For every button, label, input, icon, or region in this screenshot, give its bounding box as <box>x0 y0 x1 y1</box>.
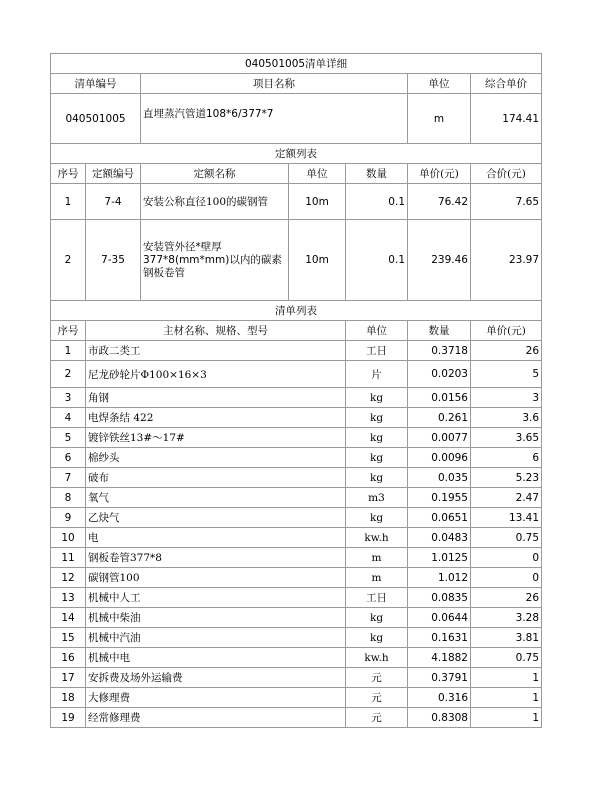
list-material-name: 机械中人工 <box>86 588 346 608</box>
list-index: 12 <box>51 568 86 588</box>
list-material-name: 市政二类工 <box>86 341 346 361</box>
list-unit: m <box>346 548 408 568</box>
list-material-name: 机械中电 <box>86 648 346 668</box>
list-row <box>51 688 542 708</box>
list-qty: 0.0835 <box>408 588 471 608</box>
list-unit-price: 1 <box>471 688 542 708</box>
list-material-name: 氧气 <box>86 488 346 508</box>
list-index: 15 <box>51 628 86 648</box>
list-material-name: 机械中汽油 <box>86 628 346 648</box>
list-unit: 工日 <box>346 588 408 608</box>
list-unit: kg <box>346 388 408 408</box>
name-header: 项目名称 <box>141 74 408 94</box>
list-qty: 0.035 <box>408 468 471 488</box>
list-col-index: 序号 <box>51 321 86 341</box>
list-row <box>51 508 542 528</box>
list-qty: 0.0096 <box>408 448 471 468</box>
list-material-name: 棉纱头 <box>86 448 346 468</box>
quota-qty: 0.1 <box>346 220 408 301</box>
list-unit-price: 26 <box>471 341 542 361</box>
list-unit-price: 3 <box>471 388 542 408</box>
list-index: 6 <box>51 448 86 468</box>
list-row <box>51 468 542 488</box>
list-unit: m3 <box>346 488 408 508</box>
list-index: 10 <box>51 528 86 548</box>
list-unit-price: 26 <box>471 588 542 608</box>
list-material-name: 钢板卷管377*8 <box>86 548 346 568</box>
list-unit: kg <box>346 508 408 528</box>
list-qty: 0.3791 <box>408 668 471 688</box>
quota-unit-price: 76.42 <box>408 184 471 220</box>
quota-row <box>51 220 542 301</box>
quota-unit: 10m <box>289 220 346 301</box>
quota-name: 安装公称直径100的碳钢管 <box>141 184 289 220</box>
table-body <box>51 54 542 728</box>
quota-col-unit-price: 单价(元) <box>408 164 471 184</box>
list-index: 9 <box>51 508 86 528</box>
list-qty: 0.0651 <box>408 508 471 528</box>
list-row <box>51 588 542 608</box>
item-price: 174.41 <box>471 94 542 144</box>
list-unit: 工日 <box>346 341 408 361</box>
list-index: 3 <box>51 388 86 408</box>
quota-section-title: 定额列表 <box>51 144 542 164</box>
quota-header-row <box>51 164 542 184</box>
list-material-name: 电焊条结 422 <box>86 408 346 428</box>
quota-col-total: 合价(元) <box>471 164 542 184</box>
list-qty: 0.3718 <box>408 341 471 361</box>
list-index: 17 <box>51 668 86 688</box>
list-material-name: 经常修理费 <box>86 708 346 728</box>
list-row <box>51 488 542 508</box>
list-unit: 元 <box>346 688 408 708</box>
code-header: 清单编号 <box>51 74 141 94</box>
list-unit-price: 0.75 <box>471 648 542 668</box>
list-section-title: 清单列表 <box>51 301 542 321</box>
list-qty: 0.316 <box>408 688 471 708</box>
list-row <box>51 428 542 448</box>
list-material-name: 安拆费及场外运输费 <box>86 668 346 688</box>
list-unit-price: 3.28 <box>471 608 542 628</box>
quota-index: 1 <box>51 184 86 220</box>
list-unit: 元 <box>346 668 408 688</box>
list-unit: kw.h <box>346 528 408 548</box>
item-name: 直埋蒸汽管道108*6/377*7 <box>141 94 408 144</box>
list-col-qty: 数量 <box>408 321 471 341</box>
list-qty: 1.012 <box>408 568 471 588</box>
list-unit-price: 5.23 <box>471 468 542 488</box>
list-unit: kg <box>346 408 408 428</box>
list-unit: 元 <box>346 708 408 728</box>
list-col-unit-price: 单价(元) <box>471 321 542 341</box>
quota-code: 7-4 <box>86 184 141 220</box>
quota-total: 7.65 <box>471 184 542 220</box>
list-row <box>51 528 542 548</box>
list-index: 5 <box>51 428 86 448</box>
list-index: 11 <box>51 548 86 568</box>
list-index: 4 <box>51 408 86 428</box>
quota-col-code: 定额编号 <box>86 164 141 184</box>
list-row <box>51 708 542 728</box>
quota-total: 23.97 <box>471 220 542 301</box>
list-row <box>51 408 542 428</box>
quota-name: 安装管外径*壁厚377*8(mm*mm)以内的碳素钢板卷管 <box>141 220 289 301</box>
list-unit-price: 2.47 <box>471 488 542 508</box>
list-material-name: 乙炔气 <box>86 508 346 528</box>
quota-col-qty: 数量 <box>346 164 408 184</box>
list-row <box>51 648 542 668</box>
bill-detail-table <box>50 53 542 728</box>
quota-unit: 10m <box>289 184 346 220</box>
price-header: 综合单价 <box>471 74 542 94</box>
list-unit: m <box>346 568 408 588</box>
list-col-unit: 单位 <box>346 321 408 341</box>
list-index: 18 <box>51 688 86 708</box>
list-unit-price: 5 <box>471 361 542 388</box>
list-unit-price: 0 <box>471 548 542 568</box>
list-row <box>51 568 542 588</box>
list-qty: 0.0156 <box>408 388 471 408</box>
list-row <box>51 341 542 361</box>
list-index: 19 <box>51 708 86 728</box>
list-unit-price: 3.81 <box>471 628 542 648</box>
list-index: 1 <box>51 341 86 361</box>
quota-unit-price: 239.46 <box>408 220 471 301</box>
list-row <box>51 628 542 648</box>
list-material-name: 电 <box>86 528 346 548</box>
list-qty: 0.0203 <box>408 361 471 388</box>
quota-qty: 0.1 <box>346 184 408 220</box>
list-unit-price: 13.41 <box>471 508 542 528</box>
list-unit: kg <box>346 448 408 468</box>
item-unit: m <box>408 94 471 144</box>
quota-code: 7-35 <box>86 220 141 301</box>
list-row <box>51 608 542 628</box>
list-material-name: 碳钢管100 <box>86 568 346 588</box>
list-unit-price: 6 <box>471 448 542 468</box>
list-index: 13 <box>51 588 86 608</box>
list-qty: 0.261 <box>408 408 471 428</box>
list-material-name: 大修理费 <box>86 688 346 708</box>
list-unit-price: 0 <box>471 568 542 588</box>
list-unit: kw.h <box>346 648 408 668</box>
list-material-name: 破布 <box>86 468 346 488</box>
list-material-name: 角钢 <box>86 388 346 408</box>
list-index: 2 <box>51 361 86 388</box>
list-qty: 0.1955 <box>408 488 471 508</box>
list-index: 14 <box>51 608 86 628</box>
list-qty: 0.0644 <box>408 608 471 628</box>
list-qty: 0.1631 <box>408 628 471 648</box>
page-title: 040501005清单详细 <box>51 54 542 74</box>
list-qty: 0.0077 <box>408 428 471 448</box>
list-material-name: 镀锌铁丝13#～17# <box>86 428 346 448</box>
item-code: 040501005 <box>51 94 141 144</box>
quota-row <box>51 184 542 220</box>
list-qty: 1.0125 <box>408 548 471 568</box>
list-row <box>51 668 542 688</box>
list-unit-price: 3.65 <box>471 428 542 448</box>
list-unit: kg <box>346 468 408 488</box>
list-row <box>51 448 542 468</box>
list-row <box>51 388 542 408</box>
quota-index: 2 <box>51 220 86 301</box>
quota-col-index: 序号 <box>51 164 86 184</box>
quota-col-unit: 单位 <box>289 164 346 184</box>
list-col-name: 主材名称、规格、型号 <box>86 321 346 341</box>
list-unit-price: 0.75 <box>471 528 542 548</box>
list-material-name: 尼龙砂轮片Φ100×16×3 <box>86 361 346 388</box>
list-unit-price: 1 <box>471 708 542 728</box>
list-header-row <box>51 321 542 341</box>
list-unit: 片 <box>346 361 408 388</box>
list-unit: kg <box>346 428 408 448</box>
list-index: 16 <box>51 648 86 668</box>
list-material-name: 机械中柴油 <box>86 608 346 628</box>
list-unit: kg <box>346 608 408 628</box>
list-row <box>51 548 542 568</box>
unit-header: 单位 <box>408 74 471 94</box>
list-qty: 0.0483 <box>408 528 471 548</box>
list-row <box>51 361 542 388</box>
list-qty: 4.1882 <box>408 648 471 668</box>
list-index: 7 <box>51 468 86 488</box>
list-index: 8 <box>51 488 86 508</box>
quota-col-name: 定额名称 <box>141 164 289 184</box>
list-unit-price: 1 <box>471 668 542 688</box>
list-qty: 0.8308 <box>408 708 471 728</box>
list-unit-price: 3.6 <box>471 408 542 428</box>
list-unit: kg <box>346 628 408 648</box>
